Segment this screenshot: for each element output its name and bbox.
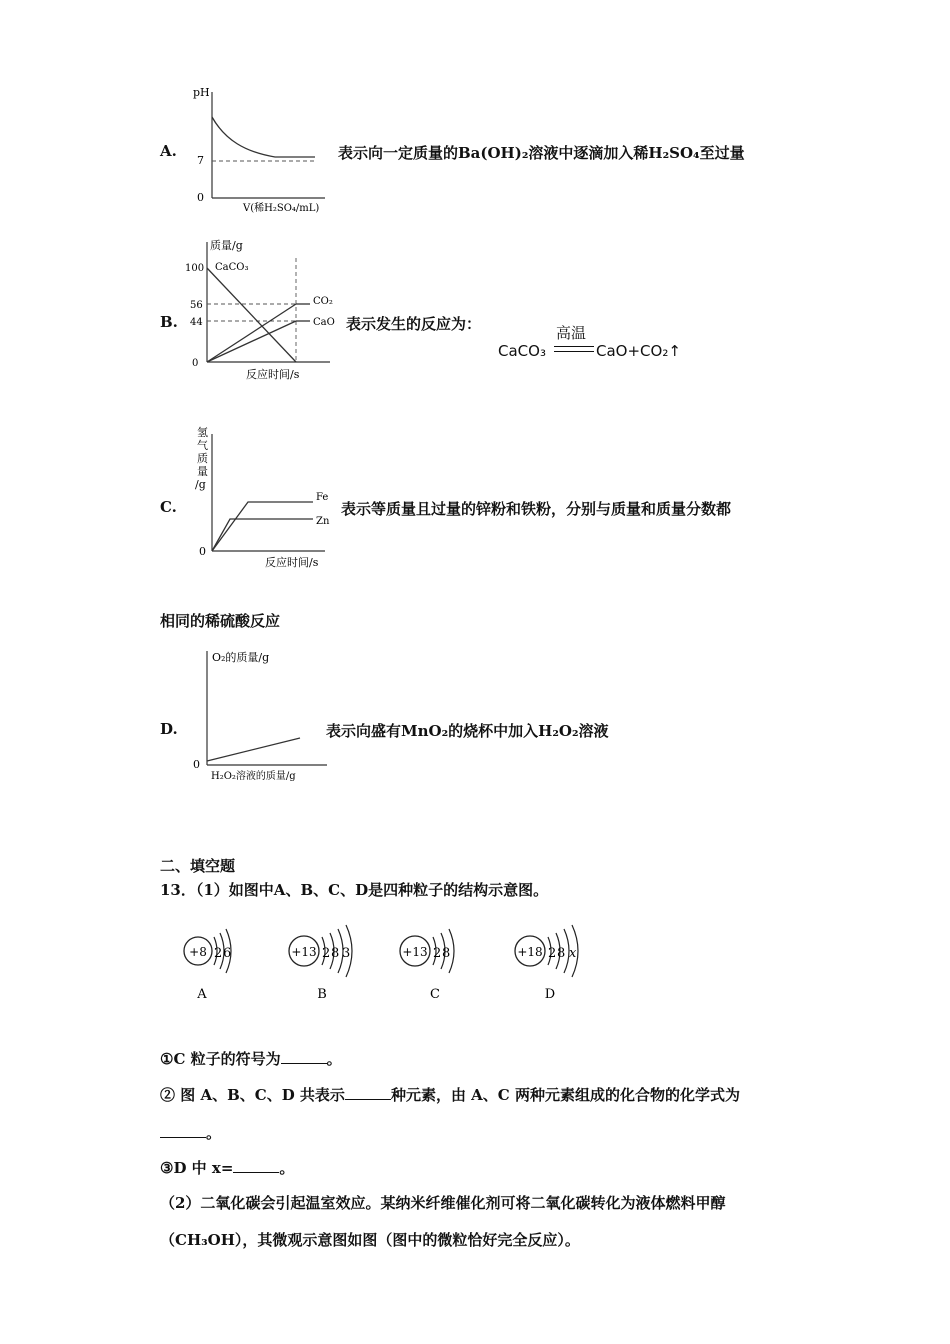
d-xlabel: H₂O₂溶液的质量/g [211, 771, 296, 782]
atom-c-label: C [430, 987, 440, 1002]
option-d-letter: D. [160, 720, 178, 738]
a-ylabel: pH [193, 86, 210, 99]
d-origin: 0 [193, 758, 200, 771]
sub-question-1 [160, 1048, 342, 1069]
sub3-text: ③D 中 x= [160, 1159, 234, 1177]
c-fe-line [212, 502, 313, 551]
sub3-blank[interactable] [233, 1160, 279, 1173]
atom-d-label: D [544, 987, 556, 1002]
sub-question-3 [160, 1157, 294, 1178]
c-ylabel-5: /g [195, 478, 206, 491]
atom-b-shell-1: 2 [322, 946, 331, 961]
atom-d-shell-2: 8 [557, 946, 566, 961]
option-c-text: 表示等质量且过量的锌粉和铁粉，分别与质量和质量分数都 [341, 500, 732, 518]
b-ylabel: 质量/g [210, 239, 243, 252]
sub1-end: 。 [326, 1050, 342, 1068]
question-13-stem: 13．（1）如图中A、B、C、D是四种粒子的结构示意图。 [160, 881, 549, 899]
option-a-text: 表示向一定质量的Ba(OH)₂溶液中逐滴加入稀H₂SO₄至过量 [338, 144, 745, 162]
atom-b [289, 925, 352, 1002]
atom-b-nucleus: +13 [291, 945, 317, 959]
option-b-chart [180, 230, 350, 385]
atom-a-shell-2: 6 [223, 946, 232, 961]
d-ylabel: O₂的质量/g [212, 651, 270, 664]
option-d-chart [185, 645, 335, 785]
sub1-text: ①C 粒子的符号为 [160, 1050, 281, 1068]
atom-c-nucleus: +13 [402, 945, 428, 959]
sub2-blank-2[interactable] [160, 1125, 206, 1138]
sub2-text-2: 种元素，由 A、C 两种元素组成的化合物的化学式为 [390, 1086, 740, 1104]
b-xlabel: 反应时间/s [246, 368, 300, 381]
part-2-line-2: （CH₃OH），其微观示意图如图（图中的微粒恰好完全反应）。 [160, 1231, 580, 1249]
atom-c-shell-2: 8 [442, 946, 451, 961]
sub-question-2 [160, 1084, 740, 1105]
atom-d-nucleus: +18 [517, 945, 543, 959]
b-tick-44: 44 [190, 317, 203, 328]
c-xlabel: 反应时间/s [265, 556, 319, 569]
atom-diagrams [170, 915, 610, 1010]
atom-a-nucleus: +8 [189, 945, 207, 959]
sub-question-2-cont [160, 1122, 221, 1143]
atom-c [400, 929, 454, 1002]
c-ylabel-3: 质 [197, 452, 208, 465]
sub2-text: ② 图 A、B、C、D 共表示 [160, 1086, 345, 1104]
atom-c-shell-1: 2 [433, 946, 442, 961]
d-o2-line [207, 738, 300, 761]
b-tick-56: 56 [190, 300, 203, 311]
atom-a [184, 929, 231, 1002]
a-tick-7: 7 [197, 154, 204, 167]
equation-condition: 高温 [556, 324, 587, 342]
b-co2-label: CO₂ [313, 296, 333, 307]
b-cao-label: CaO [313, 317, 335, 328]
b-caco3-label: CaCO₃ [215, 262, 249, 273]
c-zn-line [212, 519, 313, 551]
atom-a-shell-1: 2 [214, 946, 223, 961]
option-b-text: 表示发生的反应为： [346, 315, 482, 333]
option-a-letter: A. [160, 142, 177, 160]
b-origin: 0 [192, 358, 199, 369]
a-origin: 0 [197, 191, 204, 204]
atom-d-shell-3: x [569, 946, 577, 961]
c-ylabel-1: 氢 [197, 426, 208, 439]
atom-b-label: B [317, 987, 327, 1002]
equation-right: CaO+CO₂↑ [596, 342, 681, 360]
b-cao-line [207, 321, 296, 362]
part-2-line-1: （2）二氧化碳会引起温室效应。某纳米纤维催化剂可将二氧化碳转化为液体燃料甲醇 [160, 1194, 726, 1212]
atom-d [515, 925, 578, 1002]
option-a-chart [185, 80, 345, 215]
sub2-end: 。 [206, 1124, 222, 1142]
option-d-text: 表示向盛有MnO₂的烧杯中加入H₂O₂溶液 [326, 722, 609, 740]
option-b-equation [498, 322, 698, 368]
atom-d-shell-1: 2 [548, 946, 557, 961]
c-fe-label: Fe [316, 492, 329, 503]
option-c-chart [185, 420, 345, 575]
sub3-end: 。 [279, 1159, 295, 1177]
section-heading: 二、填空题 [160, 857, 236, 875]
b-tick-100: 100 [185, 263, 205, 274]
atom-b-shell-2: 8 [331, 946, 340, 961]
a-ph-curve [212, 117, 315, 157]
option-b-letter: B. [160, 313, 178, 331]
b-co2-line [207, 304, 296, 362]
c-origin: 0 [199, 545, 206, 558]
c-ylabel-2: 气 [197, 439, 208, 452]
c-zn-label: Zn [316, 516, 330, 527]
option-c-continuation: 相同的稀硫酸反应 [160, 612, 281, 630]
atom-b-shell-3: 3 [342, 946, 351, 961]
equation-left: CaCO₃ [498, 342, 546, 360]
c-ylabel-4: 量 [197, 465, 208, 478]
sub2-blank-1[interactable] [345, 1087, 391, 1100]
atom-a-label: A [197, 987, 207, 1002]
equation-equals [554, 346, 594, 352]
b-caco3-line [207, 268, 296, 362]
a-xlabel: V(稀H₂SO₄/mL) [243, 203, 320, 214]
sub1-blank[interactable] [281, 1051, 327, 1064]
option-c-letter: C. [160, 498, 177, 516]
